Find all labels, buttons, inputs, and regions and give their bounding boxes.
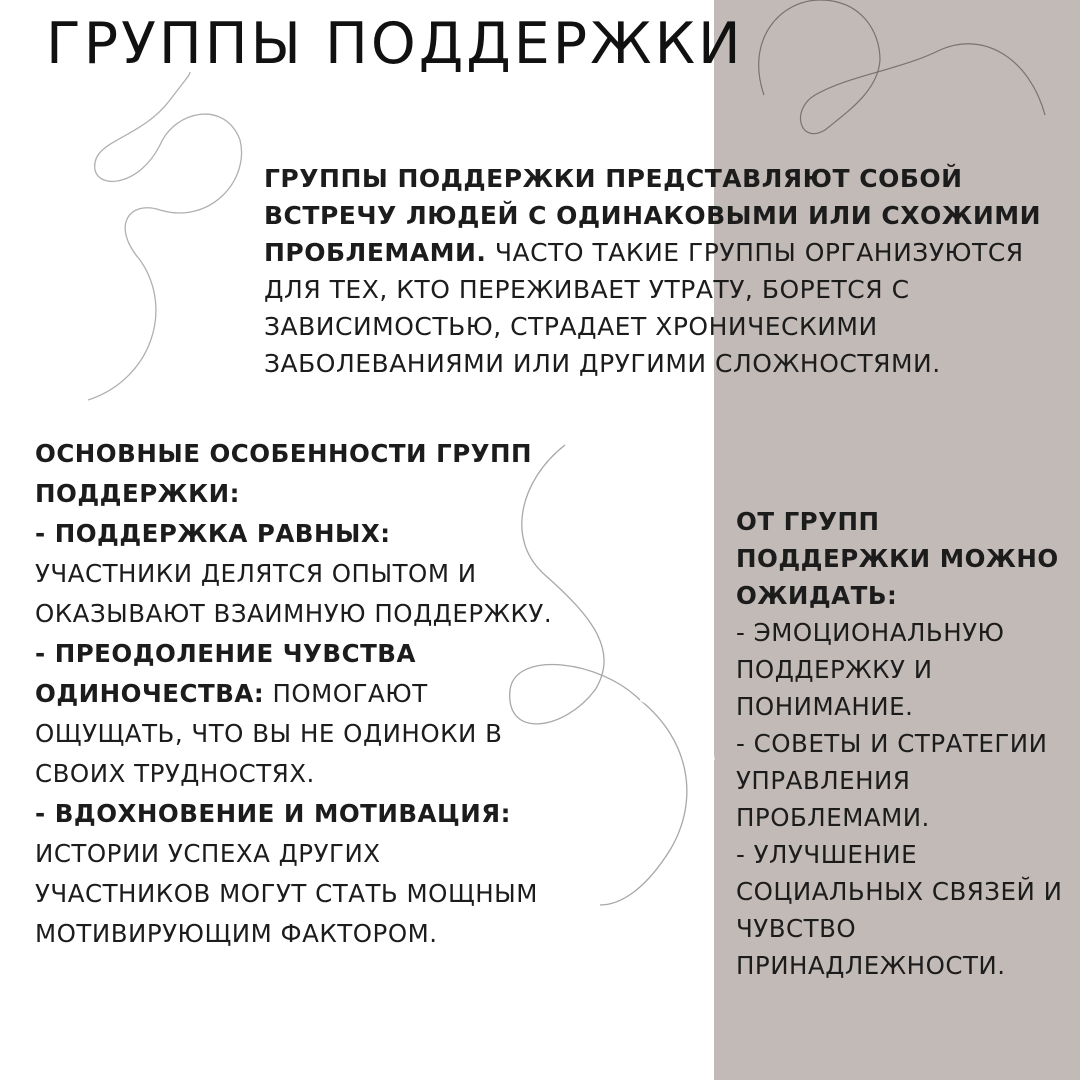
expectations-block	[736, 503, 1066, 984]
page-title: ГРУППЫ ПОДДЕРЖКИ	[46, 11, 744, 77]
expectation-item: - СОВЕТЫ И СТРАТЕГИИ УПРАВЛЕНИЯ ПРОБЛЕМАМИ.	[736, 729, 1048, 832]
features-block	[35, 434, 555, 954]
expectations-heading: ОТ ГРУПП ПОДДЕРЖКИ МОЖНО ОЖИДАТЬ:	[736, 507, 1059, 610]
feature-label: - ПРЕОДОЛЕНИЕ ЧУВСТВА ОДИНОЧЕСТВА:	[35, 639, 416, 708]
expectation-item: - УЛУЧШЕНИЕ СОЦИАЛЬНЫХ СВЯЗЕЙ И ЧУВСТВО ПРИНАДЛЕЖНОСТИ.	[736, 840, 1063, 980]
feature-item	[35, 634, 555, 794]
squiggle-middle-panel	[640, 700, 714, 760]
intro-paragraph	[264, 160, 1054, 382]
feature-item	[35, 514, 555, 634]
intro-bold-text: ГРУППЫ ПОДДЕРЖКИ ПРЕДСТАВЛЯЮТ СОБОЙ ВСТРЕЧУ ЛЮДЕЙ С ОДИНАКОВЫМИ ИЛИ СХОЖИМИ ПРОБЛЕМАМИ.	[264, 164, 1042, 267]
feature-label: - ПОДДЕРЖКА РАВНЫХ:	[35, 519, 391, 548]
expectation-item: - ЭМОЦИОНАЛЬНУЮ ПОДДЕРЖКУ И ПОНИМАНИЕ.	[736, 618, 1005, 721]
feature-text: ПОМОГАЮТ ОЩУЩАТЬ, ЧТО ВЫ НЕ ОДИНОКИ В СВОИХ ТРУДНОСТЯХ.	[35, 679, 503, 788]
feature-item	[35, 794, 555, 954]
feature-text: ИСТОРИИ УСПЕХА ДРУГИХ УЧАСТНИКОВ МОГУТ СТАТЬ МОЩНЫМ МОТИВИРУЮЩИМ ФАКТОРОМ.	[35, 839, 538, 948]
intro-regular-text: ЧАСТО ТАКИЕ ГРУППЫ ОРГАНИЗУЮТСЯ ДЛЯ ТЕХ, КТО ПЕРЕЖИВАЕТ УТРАТУ, БОРЕТСЯ С ЗАВИСИМОСТЬЮ, СТРАДАЕТ ХРОНИЧЕСКИМИ ЗАБОЛЕВАНИЯМИ ИЛИ ДРУГИМИ СЛОЖНОСТЯМИ.	[264, 238, 1024, 378]
squiggle-top-left	[88, 72, 242, 400]
features-list	[35, 514, 555, 954]
features-heading: ОСНОВНЫЕ ОСОБЕННОСТИ ГРУПП ПОДДЕРЖКИ:	[35, 439, 533, 508]
feature-label: - ВДОХНОВЕНИЕ И МОТИВАЦИЯ:	[35, 799, 511, 828]
expectations-list	[736, 614, 1066, 984]
feature-text: УЧАСТНИКИ ДЕЛЯТСЯ ОПЫТОМ И ОКАЗЫВАЮТ ВЗАИМНУЮ ПОДДЕРЖКУ.	[35, 559, 553, 628]
